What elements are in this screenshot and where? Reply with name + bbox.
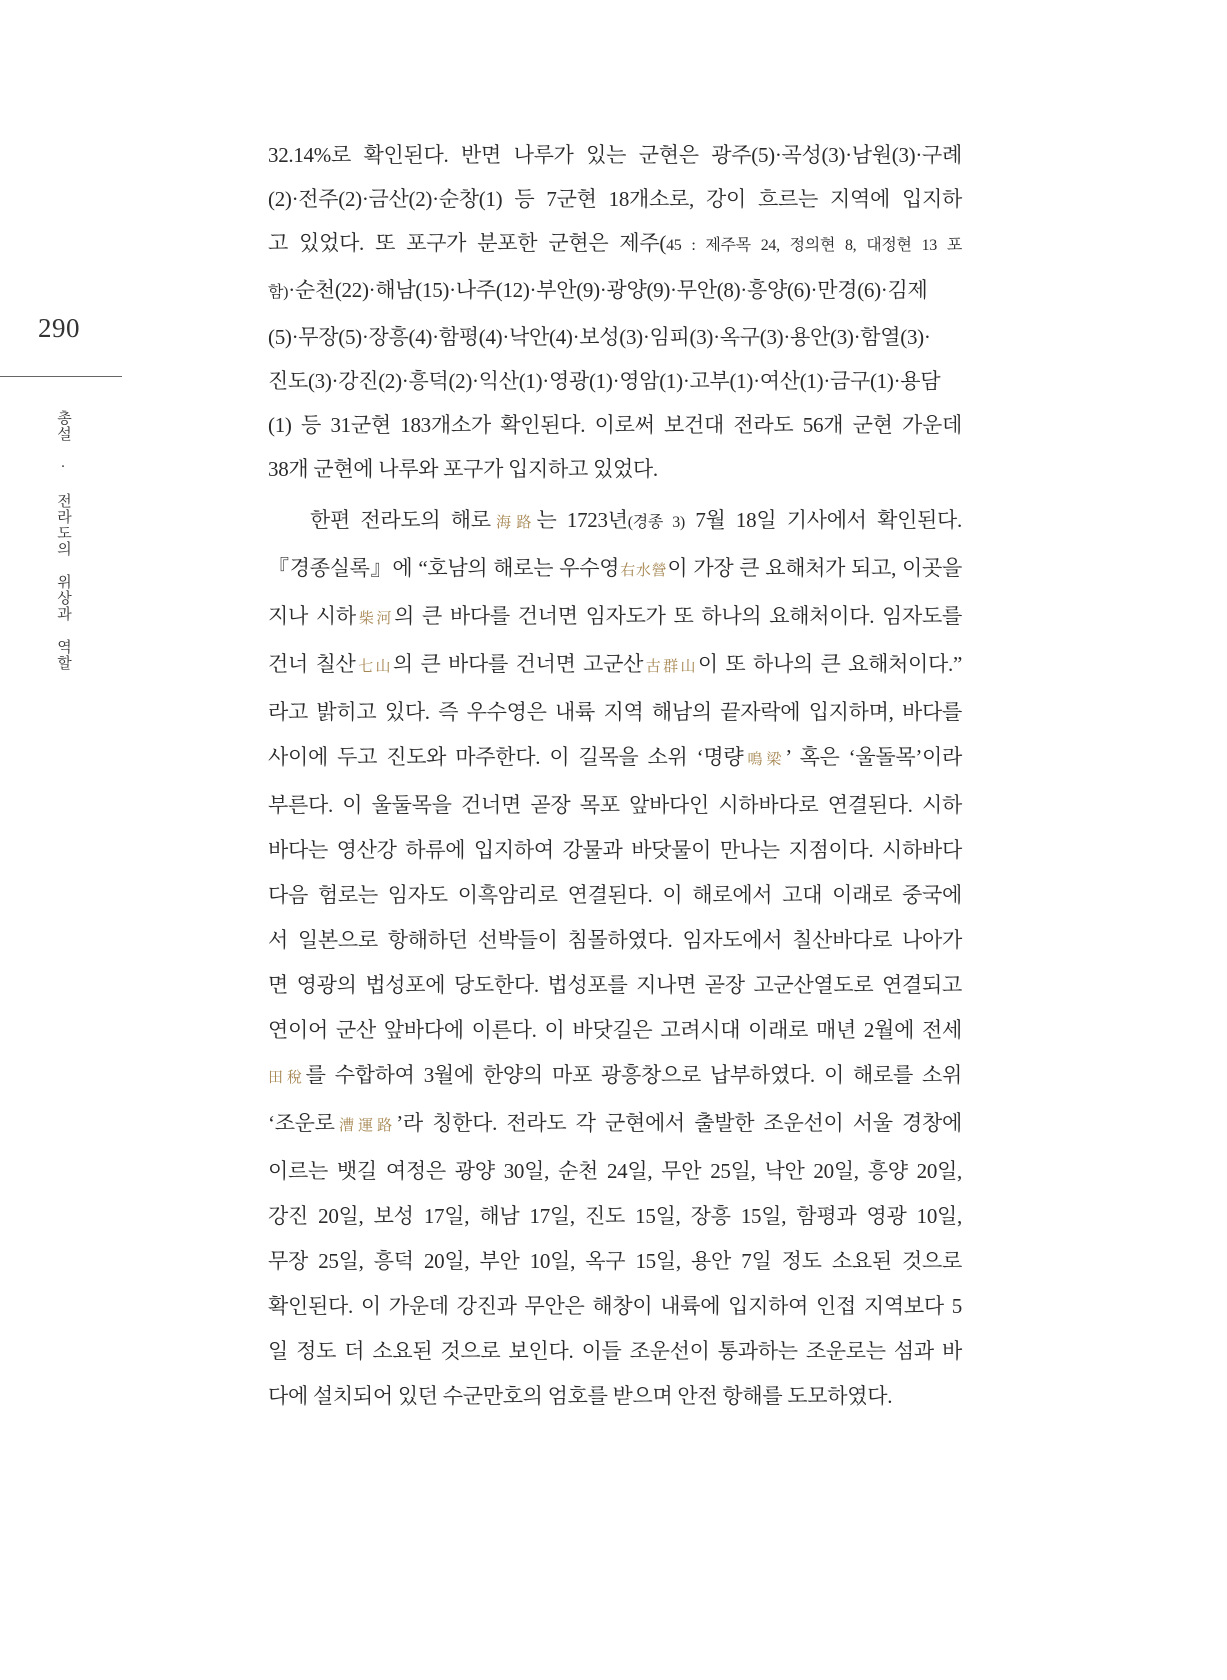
text-line xyxy=(268,546,962,594)
text-line xyxy=(268,1239,962,1284)
text-segment: ·순천(22)·해남(15)·나주(12)·부안(9)·광양(9)·무안(8)·흥양(6)·만경(6)·김제 xyxy=(288,278,928,302)
text-segment: (2)·전주(2)·금산(2)·순창(1) 등 7군현 18개소로, 강이 흐르는 지역에 입지하 xyxy=(268,187,962,211)
text-segment: 무장 25일, 흥덕 20일, 부안 10일, 옥구 15일, 용안 7일 정도 소요된 것으로 xyxy=(268,1249,962,1273)
text-segment: (1) 등 31군현 183개소가 확인된다. 이로써 보건대 전라도 56개 군현 가운데 xyxy=(268,413,962,437)
text-line xyxy=(268,315,962,359)
text-line xyxy=(268,447,962,491)
text-line xyxy=(268,268,962,315)
hanja-annotation: 柴河 xyxy=(355,611,395,627)
hanja-annotation: 田稅 xyxy=(268,1070,306,1086)
text-line xyxy=(268,690,962,735)
text-line xyxy=(268,221,962,268)
text-line xyxy=(268,498,962,546)
text-segment: 연이어 군산 앞바다에 이른다. 이 바닷길은 고려시대 이래로 매년 2월에 전세 xyxy=(268,1018,962,1042)
text-segment: 사이에 두고 진도와 마주한다. 이 길목을 소위 ‘명량 xyxy=(268,745,744,769)
text-line xyxy=(268,828,962,873)
text-segment: 『경종실록』에 “호남의 해로는 우수영 xyxy=(268,556,620,580)
text-line xyxy=(268,1374,962,1419)
text-segment: 바다는 영산강 하류에 입지하여 강물과 바닷물이 만나는 지점이다. 시하바다 xyxy=(268,838,962,862)
text-line xyxy=(268,403,962,447)
text-segment: 는 1723년 xyxy=(536,508,628,532)
text-segment: 32.14%로 확인된다. 반면 나루가 있는 군현은 광주(5)·곡성(3)·남원(3)·구례 xyxy=(268,143,962,167)
text-segment: 의 큰 바다를 건너면 임자도가 또 하나의 요해처이다. 임자도를 xyxy=(394,604,962,628)
text-segment: 지나 시하 xyxy=(268,604,356,628)
text-segment: 한편 전라도의 해로 xyxy=(310,508,491,532)
text-segment: 의 큰 바다를 건너면 고군산 xyxy=(392,652,644,676)
text-segment: ‘조운로 xyxy=(268,1111,335,1135)
text-segment: 면 영광의 법성포에 당도한다. 법성포를 지나면 곧장 고군산열도로 연결되고 xyxy=(268,973,962,997)
paragraph xyxy=(268,133,962,491)
paragraph xyxy=(268,498,962,1419)
text-line xyxy=(268,1101,962,1149)
text-segment: 이 가장 큰 요해처가 되고, 이곳을 xyxy=(667,556,962,580)
margin-divider xyxy=(0,376,122,377)
page-number: 290 xyxy=(38,313,80,343)
text-line xyxy=(268,873,962,918)
text-line xyxy=(268,1008,962,1053)
text-segment: (5)·무장(5)·장흥(4)·함평(4)·낙안(4)·보성(3)·임피(3)·옥구(3)·용안(3)·함열(3)· xyxy=(268,325,931,349)
text-line xyxy=(268,594,962,642)
text-segment: 7월 18일 기사에서 확인된다. xyxy=(684,508,962,532)
body-text xyxy=(268,133,962,1419)
text-line xyxy=(268,642,962,690)
text-line xyxy=(268,735,962,783)
text-segment: 진도(3)·강진(2)·흥덕(2)·익산(1)·영광(1)·영암(1)·고부(1)·여산(1)·금구(1)·용담 xyxy=(268,369,941,393)
text-line xyxy=(268,133,962,177)
inline-note: 함) xyxy=(268,284,289,301)
text-segment: 고 있었다. 또 포구가 분포한 군현은 제주( xyxy=(268,231,667,255)
text-segment: 확인된다. 이 가운데 강진과 무안은 해창이 내륙에 입지하여 인접 지역보다 5 xyxy=(268,1294,962,1318)
text-line xyxy=(268,177,962,221)
hanja-annotation: 鳴梁 xyxy=(743,752,786,768)
text-segment: 라고 밝히고 있다. 즉 우수영은 내륙 지역 해남의 끝자락에 입지하며, 바다를 xyxy=(268,700,962,724)
text-segment: 다음 험로는 임자도 이흑암리로 연결된다. 이 해로에서 고대 이래로 중국에 xyxy=(268,883,962,907)
inline-note: 45 : 제주목 24, 정의현 8, 대정현 13 포 xyxy=(666,237,962,254)
text-segment: 다에 설치되어 있던 수군만호의 엄호를 받으며 안전 항해를 도모하였다. xyxy=(268,1384,893,1408)
text-segment: 강진 20일, 보성 17일, 해남 17일, 진도 15일, 장흥 15일, 함평과 영광 10일, xyxy=(268,1204,962,1228)
text-line xyxy=(268,1329,962,1374)
text-line xyxy=(268,1149,962,1194)
text-segment: 이르는 뱃길 여정은 광양 30일, 순천 24일, 무안 25일, 낙안 20일, 흥양 20일, xyxy=(268,1159,962,1183)
text-segment: ’ 혹은 ‘울돌목’이라 xyxy=(785,745,962,769)
hanja-annotation: 七山 xyxy=(355,659,393,675)
text-line xyxy=(268,783,962,828)
text-line xyxy=(268,1284,962,1329)
text-segment: 서 일본으로 항해하던 선박들이 침몰하였다. 임자도에서 칠산바다로 나아가 xyxy=(268,928,962,952)
inline-note: (경종 3) xyxy=(627,514,685,531)
text-segment: 부른다. 이 울둘목을 건너면 곧장 목포 앞바다인 시하바다로 연결된다. 시하 xyxy=(268,793,962,817)
text-segment: 38개 군현에 나루와 포구가 입지하고 있었다. xyxy=(268,457,658,481)
text-line xyxy=(268,1053,962,1101)
text-line xyxy=(268,1194,962,1239)
text-segment: 를 수합하여 3월에 한양의 마포 광흥창으로 납부하였다. 이 해로를 소위 xyxy=(305,1063,962,1087)
text-line xyxy=(268,963,962,1008)
text-line xyxy=(268,918,962,963)
text-segment: 일 정도 더 소요된 것으로 보인다. 이들 조운선이 통과하는 조운로는 섬과 바 xyxy=(268,1339,962,1363)
text-line xyxy=(268,359,962,403)
hanja-annotation: 漕運路 xyxy=(334,1118,397,1134)
hanja-annotation: 海路 xyxy=(490,515,537,531)
running-head: 총설 · 전라도의 위상과 역할 xyxy=(55,410,71,671)
text-segment: 이 또 하나의 큰 요해처이다.” xyxy=(697,652,963,676)
hanja-annotation: 古群山 xyxy=(643,659,698,675)
text-segment: ’라 칭한다. 전라도 각 군현에서 출발한 조운선이 서울 경창에 xyxy=(396,1111,962,1135)
text-segment: 건너 칠산 xyxy=(268,652,356,676)
hanja-annotation: 右水營 xyxy=(619,563,668,579)
